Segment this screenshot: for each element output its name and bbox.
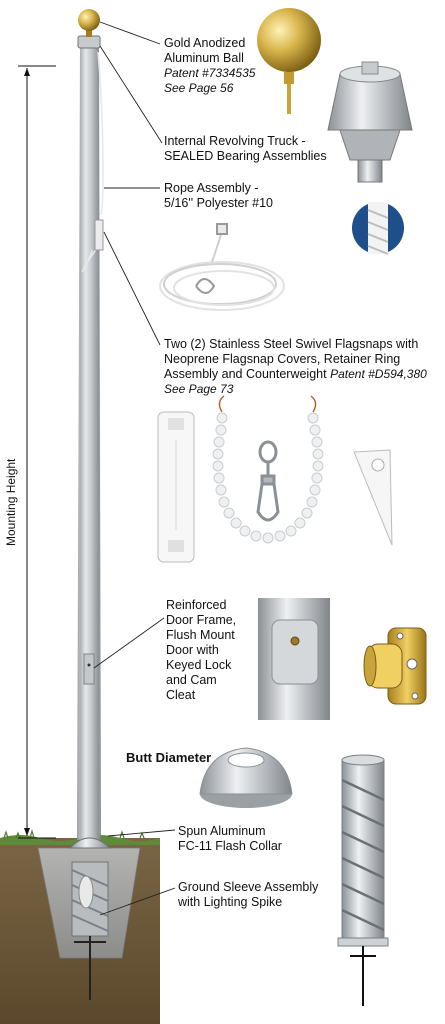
label-flagsnaps: Two (2) Stainless Steel Swivel Flagsnaps with Neoprene Flagsnap Covers, Retainer Ring Assembly and Counterweight Patent #D594,380 See Page 73 <box>164 337 427 396</box>
pole-door <box>84 654 94 684</box>
rope-coil-image <box>160 224 284 310</box>
label-rope-assembly: Rope Assembly - 5/16'' Polyester #10 <box>164 181 274 210</box>
gold-ball-image <box>257 8 321 114</box>
ground-sleeve-image <box>338 755 388 1006</box>
flash-collar-image <box>200 748 292 808</box>
label-gold-ball: Gold Anodized Aluminum Ball Patent #7334535 See Page 56 <box>164 36 256 95</box>
label-ground-sleeve: Ground Sleeve Assembly with Lighting Spike <box>178 880 319 909</box>
cam-cleat-image <box>364 628 426 704</box>
pole-taper <box>77 40 101 840</box>
flagsnap-cover-image <box>158 412 194 562</box>
mounting-height-text: Mounting Height <box>4 458 18 546</box>
pole-counterweight <box>95 220 103 250</box>
revolving-truck-image <box>328 62 412 182</box>
pole-truck <box>78 36 100 48</box>
label-door-frame: Reinforced Door Frame, Flush Mount Door with Keyed Lock and Cam Cleat <box>166 598 237 702</box>
label-mounting-height <box>4 459 18 546</box>
pole-gold-ball <box>78 9 100 31</box>
label-revolving-truck: Internal Revolving Truck - SEALED Bearing Assemblies <box>164 134 327 163</box>
rope-swatch <box>352 202 404 254</box>
label-flash-collar: Spun Aluminum FC-11 Flash Collar <box>178 824 282 853</box>
label-butt-diameter: Butt Diameter <box>126 750 212 765</box>
swivel-snap-image <box>258 442 278 520</box>
door-closeup-image <box>258 598 330 720</box>
mounting-height-dimension <box>18 66 56 838</box>
